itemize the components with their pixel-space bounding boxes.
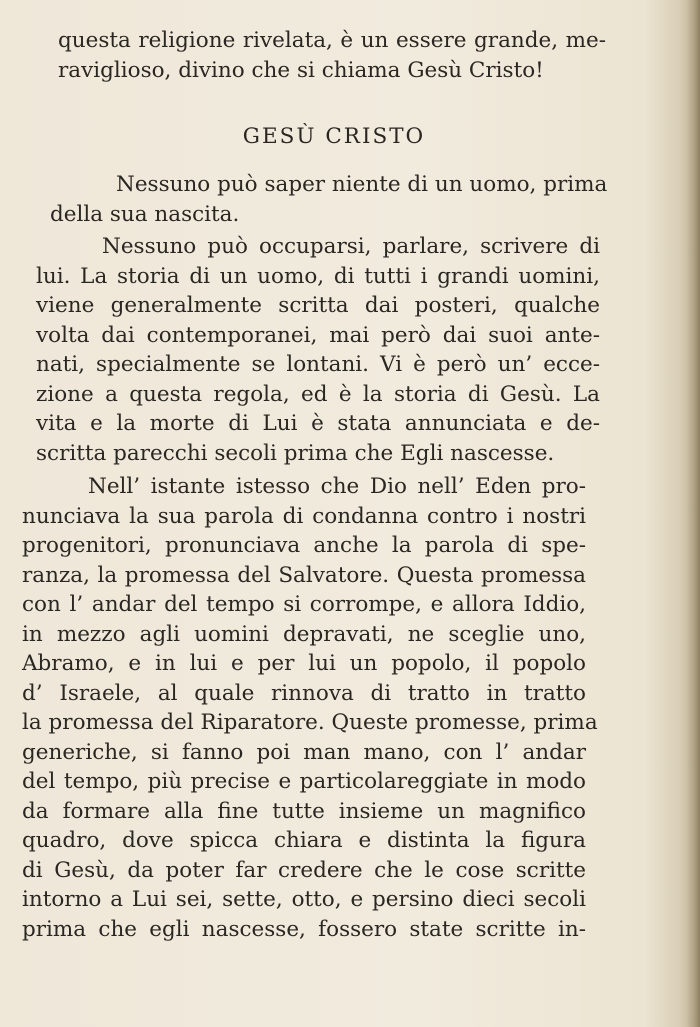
text-line: Abramo, e in lui e per lui un popolo, il popolo — [22, 651, 586, 676]
text-line: Nessuno può occuparsi, parlare, scrivere di — [102, 234, 600, 259]
paragraph-2 — [36, 232, 600, 468]
text-line: ranza, la promessa del Salvatore. Questa promessa — [22, 562, 586, 588]
text-line: di Gesù, da poter far credere che le cose scritte — [22, 857, 586, 883]
text-line: quadro, dove spicca chiara e distinta la figura — [22, 828, 586, 853]
text-line: viene generalmente scritta dai posteri, qualche — [36, 293, 600, 318]
intro-paragraph — [58, 26, 606, 85]
text-line: nunciava la sua parola di condanna contro i nostri — [22, 503, 586, 529]
paragraph-3 — [22, 472, 598, 944]
chapter-heading: GESÙ CRISTO — [242, 124, 426, 149]
text-line: con l’ andar del tempo si corrompe, e allora Iddio, — [22, 592, 586, 617]
text-line: nati, specialmente se lontani. Vi è però un’ ecce- — [36, 352, 600, 377]
paragraph-1 — [50, 170, 608, 229]
text-line: lui. La storia di un uomo, di tutti i grandi uomini, — [36, 263, 600, 289]
text-line: scritta parecchi secoli prima che Egli nascesse. — [36, 440, 555, 466]
text-line: zione a questa regola, ed è la storia di Gesù. La — [36, 381, 600, 407]
text-line: generiche, si fanno poi man mano, con l’ andar — [22, 739, 586, 765]
page-edge-shadow — [686, 0, 700, 1027]
text-line: Nessuno può saper niente di un uomo, prima — [116, 172, 608, 197]
text-line: progenitori, pronunciava anche la parola di spe- — [22, 533, 586, 558]
text-line: d’ Israele, al quale rinnova di tratto in tratto — [22, 680, 586, 706]
text-line: raviglioso, divino che si chiama Gesù Cristo! — [58, 57, 544, 83]
text-line: in mezzo agli uomini depravati, ne sceglie uno, — [22, 621, 586, 647]
text-line: prima che egli nascesse, fossero state scritte in- — [22, 916, 586, 942]
text-line: Nell’ istante istesso che Dio nell’ Eden pro- — [88, 474, 586, 499]
text-line: intorno a Lui sei, sette, otto, e persino dieci secoli — [22, 887, 586, 912]
text-line: della sua nascita. — [50, 201, 240, 227]
text-line: volta dai contemporanei, mai però dai suoi ante- — [36, 322, 600, 348]
text-line: la promessa del Riparatore. Queste promesse, prima — [22, 710, 598, 735]
text-line: vita e la morte di Lui è stata annunciata e de- — [36, 411, 600, 436]
text-line: questa religione rivelata, è un essere grande, me- — [58, 28, 606, 53]
text-line: da formare alla fine tutte insieme un magnifico — [22, 798, 586, 824]
text-line: del tempo, più precise e particolareggiate in modo — [22, 769, 586, 794]
